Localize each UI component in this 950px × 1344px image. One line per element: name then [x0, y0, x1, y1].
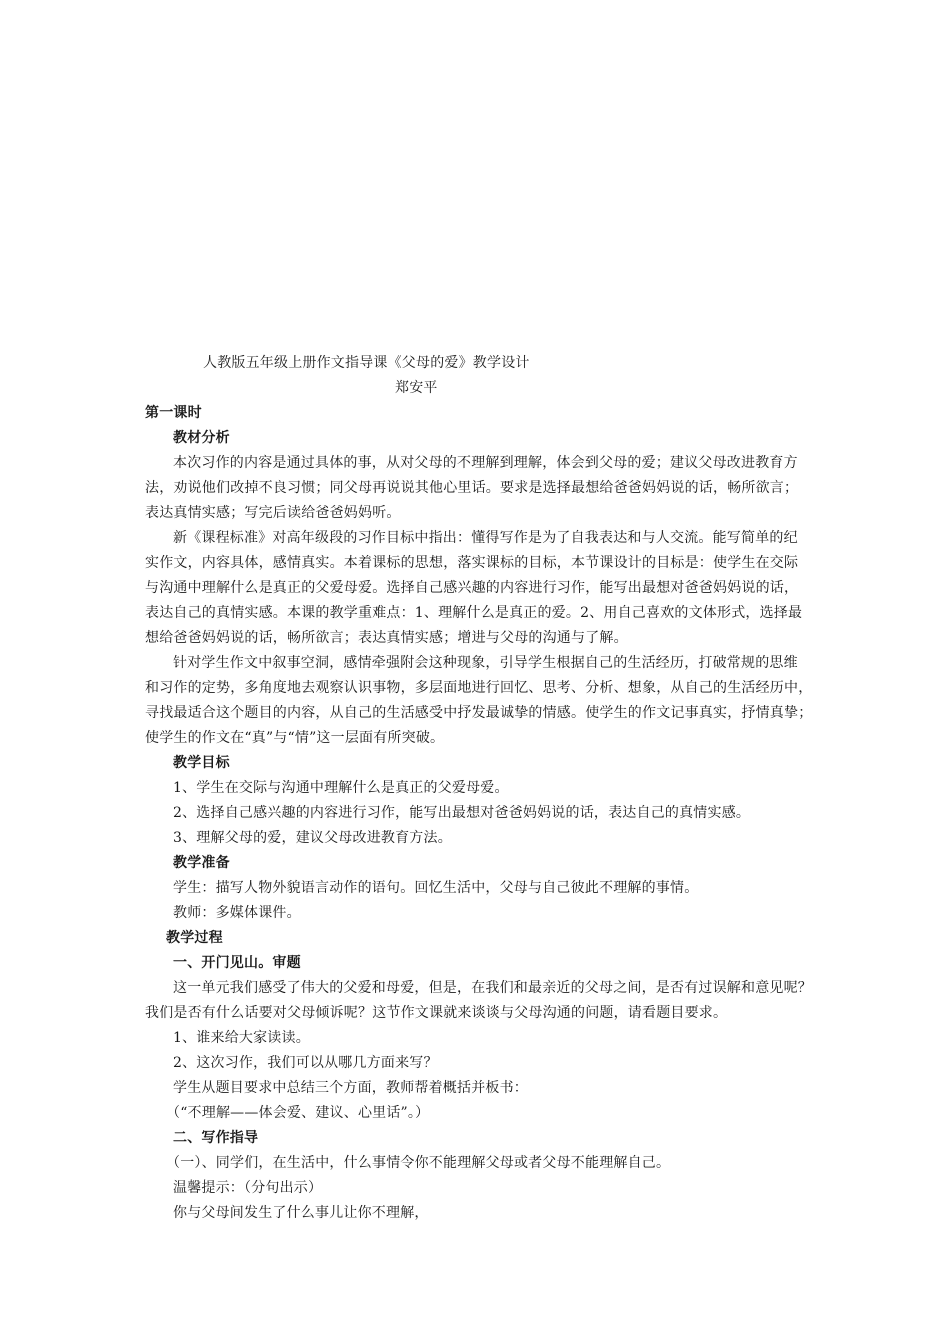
- analysis-heading: 教材分析: [173, 430, 230, 446]
- paragraph-line: 使学生的作文在“真”与“情”这一层面有所突破。: [145, 730, 445, 746]
- step2-item: （一）、同学们，在生活中，什么事情令你不能理解父母或者父母不能理解自己。: [166, 1155, 671, 1171]
- goal-item: 3、理解父母的爱，建议父母改进教育方法。: [173, 830, 452, 846]
- step1-heading: 一、开门见山。审题: [173, 955, 301, 971]
- prep-item: 教师：多媒体课件。: [173, 905, 301, 921]
- paragraph-line: 寻找最适合这个题目的内容，从自己的生活感受中抒发最诚挚的情感。使学生的作文记事真实，抒情真挚；: [145, 705, 813, 721]
- paragraph-line: 表达真情实感；写完后读给爸爸妈妈听。: [145, 505, 401, 521]
- goal-item: 2、选择自己感兴趣的内容进行习作，能写出最想对爸爸妈妈说的话，表达自己的真情实感。: [173, 805, 751, 821]
- paragraph-line: 本次习作的内容是通过具体的事，从对父母的不理解到理解，体会到父母的爱；建议父母改进教育方: [173, 455, 798, 471]
- paragraph-line: 想给爸爸妈妈说的话，畅所欲言；表达真情实感；增进与父母的沟通与了解。: [145, 630, 628, 646]
- step2-item: 温馨提示：（分句出示）: [173, 1180, 323, 1196]
- goal-item: 1、学生在交际与沟通中理解什么是真正的父爱母爱。: [173, 780, 509, 796]
- paragraph-line: 和习作的定势，多角度地去观察认识事物，多层面地进行回忆、思考、分析、想象，从自己的生活经历中，: [145, 680, 813, 696]
- paragraph-line: 实作文，内容具体，感情真实。本着课标的思想，落实课标的目标，本节课设计的目标是：使学生在交际: [145, 555, 799, 571]
- paragraph-line: 表达自己的真情实感。本课的教学重难点：1、理解什么是真正的爱。2、用自己喜欢的文体形式，选择最: [145, 605, 803, 621]
- paragraph-line: 法，劝说他们改掉不良习惯；同父母再说说其他心里话。要求是选择最想给爸爸妈妈说的话，畅所欲言；: [145, 480, 799, 496]
- paragraph-line: 针对学生作文中叙事空洞，感情牵强附会这种现象，引导学生根据自己的生活经历，打破常规的思维: [173, 655, 798, 671]
- goals-heading: 教学目标: [173, 755, 230, 771]
- lesson-heading: 第一课时: [145, 405, 202, 421]
- step1-item: 学生从题目要求中总结三个方面，教师帮着概括并板书：: [173, 1080, 528, 1096]
- document-author: 郑安平: [395, 380, 438, 396]
- paragraph-line: 这一单元我们感受了伟大的父爱和母爱，但是，在我们和最亲近的父母之间，是否有过误解和意见呢？: [173, 980, 812, 996]
- step2-item: 你与父母间发生了什么事儿让你不理解，: [173, 1205, 429, 1221]
- paragraph-line: 新《课程标准》对高年级段的习作目标中指出：懂得写作是为了自我表达和与人交流。能写简单的纪: [173, 530, 798, 546]
- step1-item: （“不理解——体会爱、建议、心里话”。）: [166, 1105, 430, 1121]
- document-title: 人教版五年级上册作文指导课《父母的爱》教学设计: [203, 355, 530, 371]
- step1-item: 2、这次习作，我们可以从哪几方面来写？: [173, 1055, 438, 1071]
- step2-heading: 二、写作指导: [173, 1130, 259, 1146]
- prep-item: 学生：描写人物外貌语言动作的语句。回忆生活中，父母与自己彼此不理解的事情。: [173, 880, 699, 896]
- paragraph-line: 与沟通中理解什么是真正的父爱母爱。选择自己感兴趣的内容进行习作，能写出最想对爸爸妈妈说的话，: [145, 580, 799, 596]
- prep-heading: 教学准备: [173, 855, 230, 871]
- paragraph-line: 我们是否有什么话要对父母倾诉呢？这节作文课就来谈谈与父母沟通的问题，请看题目要求。: [145, 1005, 728, 1021]
- step1-item: 1、谁来给大家读读。: [173, 1030, 310, 1046]
- process-heading: 教学过程: [166, 930, 223, 946]
